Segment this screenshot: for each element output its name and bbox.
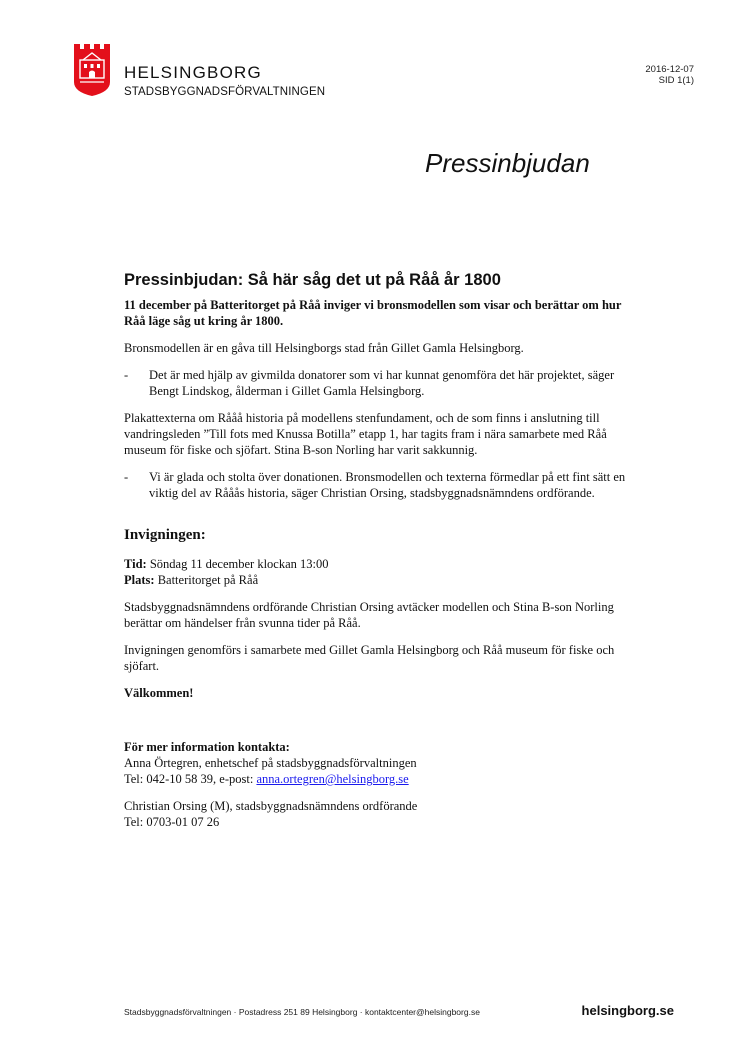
contact-person-details	[124, 771, 640, 787]
footer-website: helsingborg.se	[581, 1003, 674, 1018]
document-date: 2016-12-07	[645, 64, 694, 75]
document-meta	[645, 64, 694, 86]
time-line	[124, 556, 640, 572]
org-name: HELSINGBORG	[124, 63, 262, 82]
contact-person-name: Anna Örtegren, enhetschef på stadsbyggnadsförvaltningen	[124, 756, 417, 770]
department-name: STADSBYGGNADSFÖRVALTNINGEN	[124, 86, 326, 98]
paragraph: Bronsmodellen är en gåva till Helsingborgs stad från Gillet Gamla Helsingborg.	[124, 341, 524, 355]
time-label: Tid:	[124, 557, 147, 571]
quote-text: Vi är glada och stolta över donationen. Bronsmodellen och texterna förmedlar på ett fint sätt en viktig del av Rååås historia, säger Christian Orsing, stadsbyggnadsnämndens ordförande.	[149, 470, 626, 500]
paragraph: Stadsbyggnadsnämndens ordförande Christian Orsing avtäcker modellen och Stina B-son Norling berättar om händelser från svunna tider på Råå.	[124, 600, 614, 630]
paragraph: Invigningen genomförs i samarbete med Gillet Gamla Helsingborg och Råå museum för fiske och sjöfart.	[124, 643, 615, 673]
quote-item	[124, 469, 640, 501]
helsingborg-crest-icon	[74, 44, 110, 96]
inauguration-heading: Invigningen:	[124, 527, 206, 543]
article-title: Pressinbjudan: Så här såg det ut på Råå år 1800	[124, 271, 501, 289]
contact-phone: Tel: 042-10 58 39, e-post:	[124, 772, 254, 786]
quote-text: Det är med hjälp av givmilda donatorer som vi har kunnat genomföra det här projektet, säger Bengt Lindskog, ålderman i Gillet Gamla Helsingborg.	[149, 368, 615, 398]
document-type-heading: Pressinbjudan	[425, 148, 590, 178]
page-number: SID 1(1)	[658, 75, 694, 86]
quote-item	[124, 367, 640, 399]
place-value: Batteritorget på Råå	[157, 573, 259, 587]
contact-person-name: Christian Orsing (M), stadsbyggnadsnämndens ordförande	[124, 799, 418, 813]
document-body	[124, 270, 640, 841]
article-lead: 11 december på Batteritorget på Råå inviger vi bronsmodellen som visar och berättar om hur Råå läge såg ut kring år 1800.	[124, 298, 622, 328]
list-dash: -	[124, 470, 129, 484]
contact-heading: För mer information kontakta:	[124, 740, 290, 754]
list-dash: -	[124, 368, 129, 382]
footer-address: Stadsbyggnadsförvaltningen · Postadress 251 89 Helsingborg · kontaktcenter@helsingborg.se	[124, 1007, 480, 1017]
place-line	[124, 572, 640, 588]
welcome-text: Välkommen!	[124, 686, 194, 700]
paragraph: Plakattexterna om Rååå historia på modellens stenfundament, och de som finns i anslutning till vandringsleden ”Till fots med Knussa Botilla” etapp 1, har tagits fram i nära samarbete med Råå museum för fiske och sjöfart. Stina B-son Norling har varit sakkunnig.	[124, 411, 607, 457]
time-value: Söndag 11 december klockan 13:00	[149, 557, 329, 571]
contact-email-link[interactable]: anna.ortegren@helsingborg.se	[256, 772, 409, 786]
contact-phone: Tel: 0703-01 07 26	[124, 815, 220, 829]
place-label: Plats:	[124, 573, 155, 587]
